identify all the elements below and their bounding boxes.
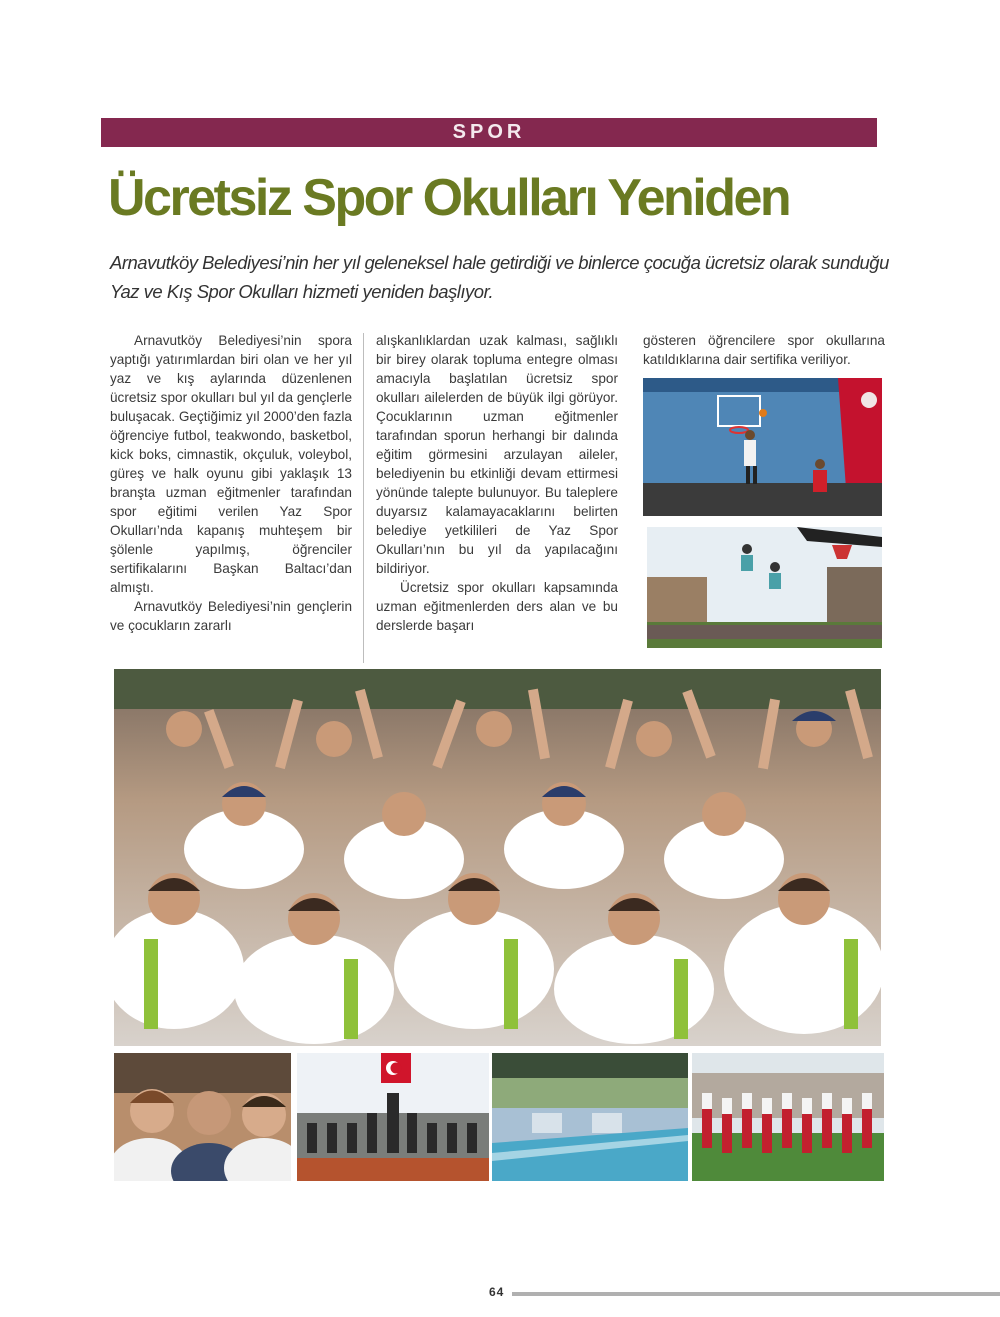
body-paragraph: Arnavutköy Belediyesi’nin gençlerin ve çocukların zararlı: [110, 599, 352, 633]
article-lead: Arnavutköy Belediyesi’nin her yıl geleneksel hale getirdiği ve binlerce çocuğa ücretsiz olarak sunduğu Yaz ve Kış Spor Okulları hizmeti yeniden başlıyor.: [110, 252, 889, 302]
main-crowd-photo: [114, 669, 881, 1046]
basketball-photo: [643, 378, 882, 516]
section-header: SPOR: [101, 118, 877, 147]
body-column-1: [110, 331, 352, 635]
body-paragraph: gösteren öğrencilere spor okullarına katıldıklarına dair sertifika veriliyor.: [643, 333, 885, 367]
body-paragraph: Arnavutköy Belediyesi’nin spora yaptığı yatırımlardan biri olan ve her yıl yaz ve kış aylarında düzenlenen ücretsiz spor okulları bul yıl da gençlerle buluşacak. Geçtiğimiz yıl 2000’den fazla öğrenciye futbol, teakwondo, basketbol, kick boks, cimnastik, okçuluk, voleybol, güreş ve halk oyunu gibi yaklaşık 13 branşta uzman eğitmenler tarafından spor eğitimi verilen Yaz Spor Okulları’nda kapanış muhteşem bir şölenle yapılmış, öğrenciler sertifikalarını Başkan Baltacı’dan almıştı.: [110, 333, 352, 595]
column-divider: [363, 333, 364, 663]
flag-ceremony-photo: [297, 1053, 489, 1181]
footer-rule: [512, 1292, 1000, 1296]
article-headline: Ücretsiz Spor Okulları Yeniden: [108, 169, 790, 227]
portrait-photo: [114, 1053, 291, 1181]
body-paragraph: Ücretsiz spor okulları kapsamında uzman eğitmenlerden ders alan ve bu derslerde başarı: [376, 580, 618, 633]
body-column-2: [376, 331, 618, 635]
page-number: 64: [489, 1285, 505, 1299]
swimming-pool-photo: [492, 1053, 688, 1181]
folk-dance-photo: [692, 1053, 884, 1181]
gymnastics-photo: [647, 527, 882, 648]
body-paragraph: alışkanlıklardan uzak kalması, sağlıklı bir birey olarak topluma entegre olması amacıyla başlatılan ücretsiz spor okulları ailelerden de büyük ilgi görüyor. Çocuklarının uzman eğitmenler tarafından sporun herhangi bir dalında eğitim görmesini arzulayan aileler, belediyenin bu etkinliği devam ettirmesi yönünde talepte bulunuyor. Bu taleplere duyarsız kalamayacaklarını belirten belediye yetkilileri de Yaz Spor Okulları’nın bu yıl da yapılacağını bildiriyor.: [376, 333, 618, 576]
body-column-3: [643, 331, 885, 369]
